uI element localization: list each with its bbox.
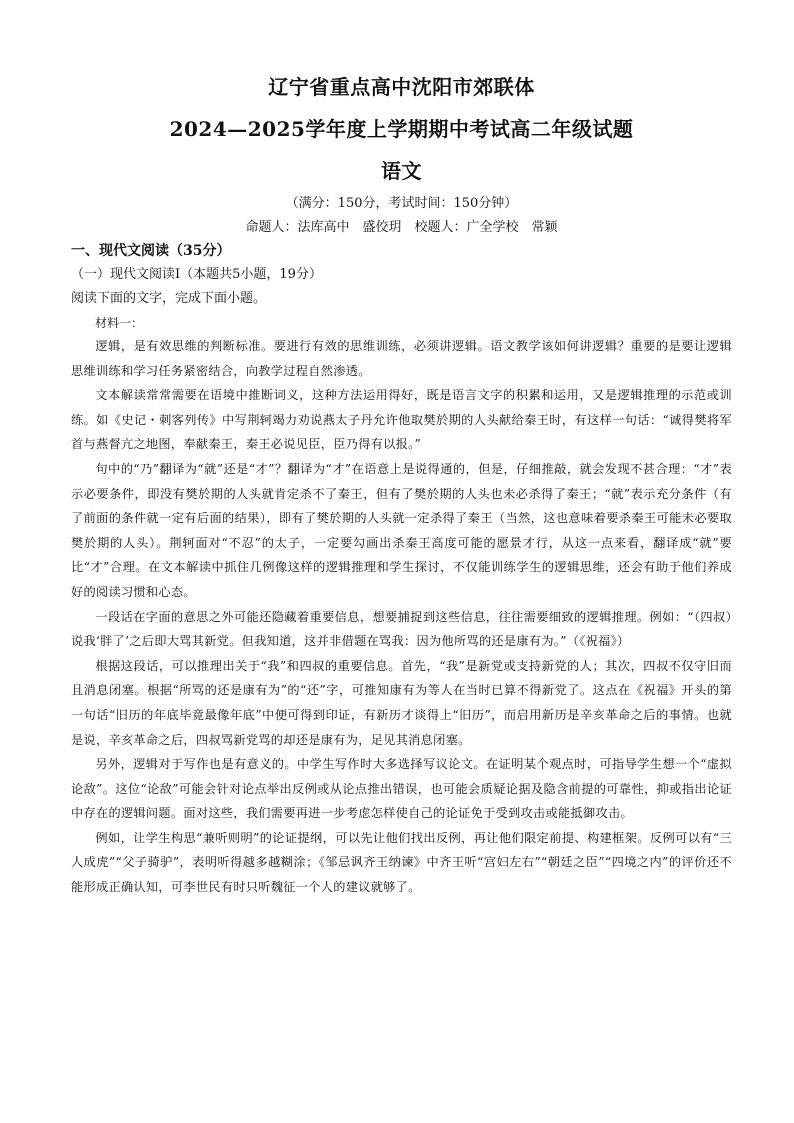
title-subject: 语文 [381, 159, 422, 183]
paragraph: 根据这段话，可以推理出关于“我”和四叔的重要信息。首先，“我”是新党或支持新党的人；其次，四叔不仅守旧而且消息闭塞。根据“所骂的还是康有为”的“还”字，可推知康有为等人在当时已算不得新党了。这点在《祝福》开头的第一句话“旧历的年底毕竟最像年底”中便可得到印证，有新历才谈得上“旧历”，而启用新历是辛亥革命之后的事情。也就是说，辛亥革命之后，四叔骂新党骂的却还是康有为，足见其消息闭塞。 [71, 658, 732, 747]
paragraph: 例如，让学生构思“兼听则明”的论证提纲，可以先让他们找出反例，再让他们限定前提、构建框架。反例可以有“三人成虎”“父子骑驴”，表明听得越多越糊涂；《邹忌讽齐王纳谏》中齐王听“宫妇左右”“朝廷之臣”“四境之内”的评价还不能形成正确认知，可李世民有时只听魏征一个人的建议就够了。 [71, 830, 732, 895]
paragraph: 另外，逻辑对于写作也是有意义的。中学生写作时大多选择写议论文。在证明某个观点时，可指导学生想一个“虚拟论敌”。这位“论敌”可能会针对论点举出反例或从论点推出错误，也可能会质疑论据及隐含前提的可靠性，抑或指出论证中存在的逻辑问题。面对这些，我们需要再进一步考虑怎样使自己的论证免于受到攻击或能抵御攻击。 [71, 757, 732, 821]
material-label: 材料一： [95, 316, 144, 330]
exam-authors: 命题人：法库高中 盛佼玥 校题人：广全学校 常颖 [245, 220, 558, 235]
paragraph: 句中的“乃”翻译为“就”还是“才”？翻译为“才”在语意上是说得通的，但是，仔细推敲，就会发现不甚合理：“才”表示必要条件，即没有樊於期的人头就肯定杀不了秦王，但有了樊於期的人头也未必杀得了秦王；“就”表示充分条件（有了前面的条件就一定有后面的结果），即有了樊於期的人头就一定杀得了秦王（当然，这也意味着要杀秦王可能未必要取樊於期的人头）。荆轲面对“不忍”的太子，一定要勾画出杀秦王高度可能的愿景才行，从这一点来看，翻译成“就”要比“才”合理。在文本解读中抓住几例像这样的逻辑推理和学生探讨，不仅能训练学生的逻辑思维，还会有助于他们养成好的阅读习惯和心态。 [71, 461, 732, 599]
title-exam-name: 2024—2025学年度上学期期中考试高二年级试题 [169, 117, 634, 141]
paragraph: 一段话在字面的意思之外可能还隐藏着重要信息，想要捕捉到这些信息，往往需要细致的逻辑推理。例如：“（四叔）说我‘胖了’之后即大骂其新党。但我知道，这并非借题在骂我：因为他所骂的还是康有为。”（《祝福》） [71, 609, 732, 649]
material-body [71, 334, 732, 900]
paragraph: 文本解读常常需要在语境中推断词义，这种方法运用得好，既是语言文字的积累和运用，又是逻辑推理的示范或训练。如《史记・刺客列传》中写荆轲竭力劝说燕太子丹允许他取樊於期的人头献给秦王时，有这样一句话：“诚得樊将军首与燕督亢之地图，奉献秦王，秦王必说见臣，臣乃得有以报。” [71, 388, 732, 452]
section-heading: 一、现代文阅读（35分） [71, 243, 231, 259]
sub-section-heading: （一）现代文阅读Ⅰ（本题共5小题，19分） [71, 267, 322, 282]
reading-instruction: 阅读下面的文字，完成下面小题。 [71, 291, 267, 306]
title-region: 辽宁省重点高中沈阳市郊联体 [268, 75, 535, 99]
exam-info: （满分：150分，考试时间：150分钟） [285, 196, 518, 211]
paragraph: 逻辑，是有效思维的判断标准。要进行有效的思维训练，必须讲逻辑。语文教学该如何讲逻辑？重要的是要让逻辑思维训练和学习任务紧密结合，向教学过程自然渗透。 [71, 339, 732, 378]
